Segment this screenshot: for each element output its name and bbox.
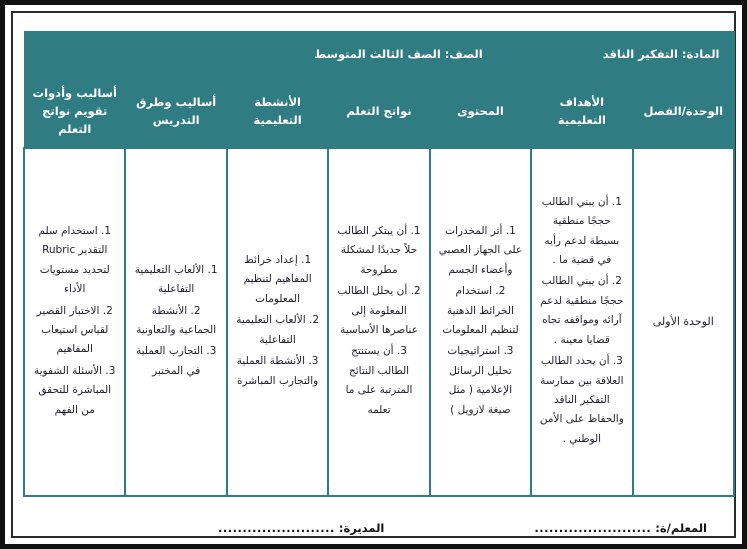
teacher-signature-field bbox=[534, 521, 707, 535]
column-header-content: المحتوى bbox=[430, 77, 531, 149]
methods-list bbox=[132, 261, 219, 382]
list-item: 1. أن يبني الطالب حججًا منطقية بسيطة لدعم رأيه في قضية ما . bbox=[541, 195, 622, 267]
list-item: 3. الأسئلة الشفوية المباشرة للتحقق من الفهم bbox=[34, 364, 116, 416]
grade-label: الصف: الصف الثالث المتوسط bbox=[314, 47, 483, 61]
principal-label: المديرة: bbox=[338, 521, 385, 535]
list-item: 1. إعداد خرائط المفاهيم لتنظيم المعلومات bbox=[243, 254, 312, 305]
column-header-row bbox=[24, 77, 734, 149]
outcomes-list bbox=[335, 222, 422, 420]
cell-unit: الوحدة الأولى bbox=[633, 148, 734, 496]
column-header-assessment: أساليب وأدوات تقويم نواتج التعلم bbox=[24, 77, 125, 149]
list-item: 2. أن يحلل الطالب المعلومة إلى عناصرها الأساسية bbox=[337, 285, 421, 336]
column-header-unit: الوحدة/الفصل bbox=[633, 77, 734, 149]
objectives-list bbox=[538, 193, 625, 449]
column-header-outcomes: نواتج التعلم bbox=[328, 77, 429, 149]
meta-header-row bbox=[24, 32, 734, 77]
content-list bbox=[437, 222, 524, 420]
principal-signature-field bbox=[218, 521, 384, 535]
list-item: 3. استراتيجيات تحليل الرسائل الإعلامية ( مثل صيغة لازويل ) bbox=[447, 345, 514, 416]
lesson-plan-table bbox=[23, 31, 735, 497]
list-item: 1. أثر المخدرات على الجهاز العصبي وأعضاء الجسم bbox=[438, 224, 523, 276]
cell-content bbox=[430, 148, 531, 496]
list-item: 2. استخدام الخرائط الذهنية لتنظيم المعلومات bbox=[442, 285, 519, 336]
column-header-methods: أساليب وطرق التدريس bbox=[125, 77, 226, 149]
lesson-plan-sheet bbox=[23, 31, 735, 497]
cell-outcomes bbox=[328, 148, 429, 496]
list-item: 1. أن يبتكر الطالب حلاً جديدًا لمشكلة مطروحة bbox=[337, 224, 421, 276]
list-item: 2. الألعاب التعليمية التفاعلية bbox=[236, 314, 320, 346]
list-item: 2. الأنشطة الجماعية والتعاونية bbox=[136, 304, 217, 336]
cell-activities bbox=[227, 148, 328, 496]
table-row bbox=[24, 148, 734, 496]
signature-footer bbox=[23, 511, 735, 545]
cell-assessment bbox=[24, 148, 125, 496]
column-header-activities: الأنشطة التعليمية bbox=[227, 77, 328, 149]
list-item: 2. الاختبار القصير لقياس استيعاب المفاهيم bbox=[36, 304, 113, 356]
subject-label: المادة: التفكير الناقد bbox=[602, 47, 720, 61]
list-item: 2. أن يبني الطالب حججًا منطقية لدعم آرائه ومواقفه تجاه قضايا معينة . bbox=[540, 275, 624, 346]
list-item: 3. أن يستنتج الطالب النتائج المترتبة على ما تعلمه bbox=[345, 345, 413, 416]
list-item: 3. أن يحدد الطالب العلاقة بين ممارسة التفكير الناقد والحفاظ على الأمن الوطني . bbox=[539, 355, 624, 445]
meta-header-cell bbox=[24, 32, 734, 77]
list-item: 3. الأنشطة العملية والتجارب المباشرة bbox=[236, 355, 319, 387]
list-item: 1. استخدام سلم التقدير Rubric لتحديد مستويات الأداء bbox=[38, 224, 112, 296]
teacher-label: المعلم/ة: bbox=[655, 521, 707, 535]
assessment-list bbox=[31, 222, 118, 420]
list-item: 3. التجارب العملية في المختبر bbox=[135, 345, 217, 377]
page-inner-border bbox=[11, 11, 736, 538]
principal-dots: ........................ bbox=[218, 521, 335, 535]
list-item: 1. الألعاب التعليمية التفاعلية bbox=[134, 263, 218, 296]
activities-list bbox=[234, 251, 321, 391]
column-header-objectives: الأهداف التعليمية bbox=[531, 77, 632, 149]
teacher-dots: ........................ bbox=[534, 521, 652, 535]
cell-methods bbox=[125, 148, 226, 496]
cell-objectives bbox=[531, 148, 632, 496]
